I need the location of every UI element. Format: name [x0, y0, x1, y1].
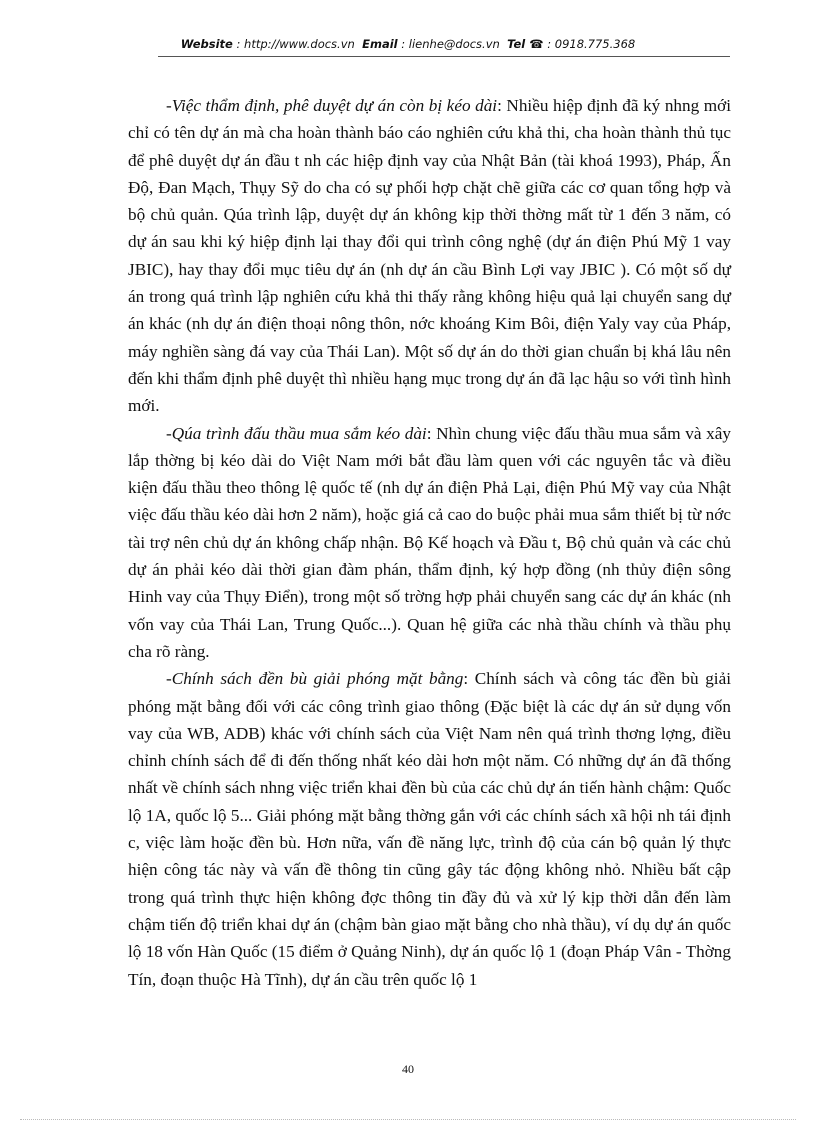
page-number: 40 — [402, 1062, 414, 1076]
header-divider — [158, 56, 730, 57]
footer-divider — [20, 1119, 796, 1120]
paragraph-body: : Nhìn chung việc đấu thầu mua sắm và xây lắp thờng bị kéo dài do Việt Nam mới bắt đầu làm quen với các nguyên tắc và điều kiện đấu thầu theo thông lệ quốc tế (nh dự án điện Phả Lại, điện Phú Mỹ vay của Nhật việc đấu thầu kéo dài hơn 2 năm), hoặc giá cả cao do buộc phải mua sắm thiết bị từ nớc tài trợ nên chủ dự án không chấp nhận. Bộ Kế hoạch và Đầu t, Bộ chủ quản và các chủ dự án phải kéo dài thời gian đàm phán, thẩm định, ký hợp đồng (nh thủy điện sông Hinh vay của Thụy Điển), trong một số trờng hợp phải chuyển sang các dự án khác (nh vốn vay của Thái Lan, Trung Quốc...). Quan hệ giữa các nhà thầu chính và thầu phụ cha rõ ràng. — [128, 423, 731, 661]
document-body — [128, 92, 731, 993]
paragraph-body: : Nhiều hiệp định đã ký nhng mới chỉ có tên dự án mà cha hoàn thành báo cáo nghiên cứu khả thi, cha hoàn thành thủ tục để phê duyệt dự án đầu t nh các hiệp định vay của Nhật Bản (tài khoá 1993), Pháp, Ấn Độ, Đan Mạch, Thụy Sỹ do cha có sự phối hợp chặt chẽ giữa các cơ quan tổng hợp và bộ chủ quản. Qúa trình lập, duyệt dự án không kịp thời thờng mất từ 1 đến 3 năm, có dự án sau khi ký hiệp định lại thay đổi qui trình công nghệ (dự án điện Phú Mỹ 1 vay JBIC), hay thay đổi mục tiêu dự án (nh dự án cầu Bình Lợi vay JBIC ). Có một số dự án trong quá trình lập nghiên cứu khả thi thấy rằng không hiệu quả lại chuyển sang dự án khác (nh dự án điện thoại nông thôn, nớc khoáng Kim Bôi, điện Yaly vay của Pháp, máy nghiền sàng đá vay của Thái Lan). Một số dự án do thời gian chuẩn bị khá lâu nên đến khi thẩm định phê duyệt thì nhiều hạng mục trong dự án đã lạc hậu so với tình hình mới. — [128, 96, 731, 416]
tel-label: Tel ☎ — [507, 37, 544, 51]
email-label: Email — [362, 37, 398, 51]
paragraph-land-clearance — [128, 665, 731, 993]
paragraph-procurement-delay — [128, 420, 731, 666]
email-address: : lienhe@docs.vn — [401, 37, 500, 51]
paragraph-approval-delay — [128, 92, 731, 420]
page-header — [0, 37, 816, 51]
paragraph-lead: -Chính sách đền bù giải phóng mặt bằng — [166, 669, 464, 689]
paragraph-body: : Chính sách và công tác đền bù giải phóng mặt bằng đối với các công trình giao thông (Đặc biệt là các dự án sử dụng vốn vay của WB, ADB) khác với chính sách của Việt Nam nên quá trình thơng lợng, điều chỉnh chính sách để đi đến thống nhất kéo dài hơn một năm. Có những dự án đã thống nhất về chính sách nhng việc triển khai đền bù của các chủ dự án tiến hành chậm: Quốc lộ 1A, quốc lộ 5... Giải phóng mặt bằng thờng gắn với các chính sách xã hội nh tái định c, việc làm hoặc đền bù. Hơn nữa, vấn đề năng lực, trình độ của cán bộ quản lý thực hiện công tác này và vấn đề thông tin cũng gây tác động không nhỏ. Nhiều bất cập trong quá trình thực hiện không đợc thông tin đầy đủ và xử lý kịp thời dẫn đến làm chậm tiến độ triển khai dự án (chậm bàn giao mặt bằng cho nhà thầu), ví dụ dự án quốc lộ 18 vốn Hàn Quốc (15 điểm ở Quảng Ninh), dự án quốc lộ 1 (đoạn Pháp Vân - Thờng Tín, đoạn thuộc Hà Tĩnh), dự án cầu trên quốc lộ 1 — [128, 669, 731, 989]
paragraph-lead: -Việc thẩm định, phê duyệt dự án còn bị kéo dài — [166, 96, 498, 115]
tel-number: : 0918.775.368 — [547, 37, 636, 51]
website-url: : http://www.docs.vn — [236, 37, 355, 51]
website-label: Website — [180, 37, 233, 51]
paragraph-lead: -Qúa trình đấu thầu mua sắm kéo dài — [166, 423, 427, 443]
